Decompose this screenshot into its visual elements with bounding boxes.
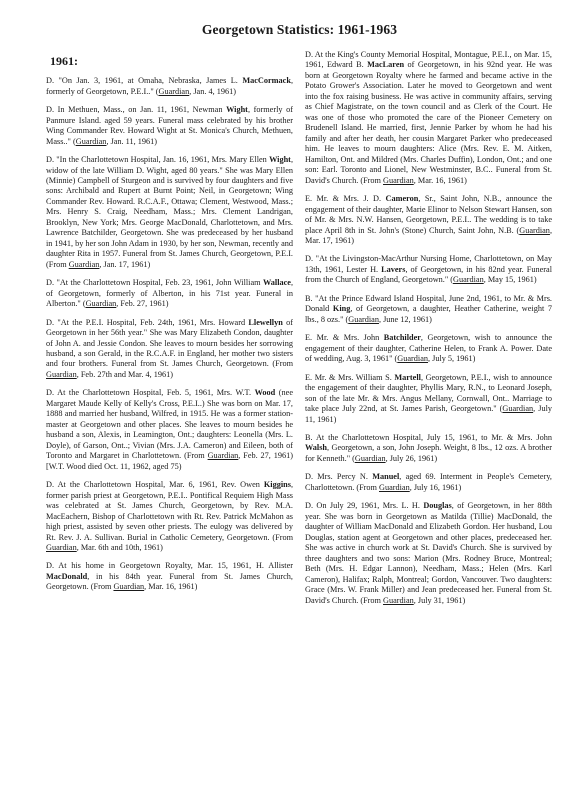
source-name: Guardian [397, 354, 428, 364]
entry-text: B. At the Charlottetown Hospital, July 15, 1961, to Mr. & Mrs. John [305, 433, 552, 442]
entry-text: , Jan. 17, 1961) [99, 259, 151, 269]
entry-text: , former parish priest at Georgetown, P.E.I.. Pontifical Requiem High Mass was celebrated at St. James Church, Georgetown, by Rev. M.A. MacEachern, Bishop of Charlottetown with Rt. Rev. Patrick McMahon as high priest, assisted by seven other priests. The eulogy was delivered by Rt. Rev. J. A. Sullivan. Burial in Catholic Cemetery, Georgetown. (From [46, 480, 293, 542]
record-entry [305, 194, 552, 246]
record-entry [46, 76, 293, 97]
entry-text: , Jan. 11, 1961) [106, 136, 158, 146]
surname: Wood [254, 388, 276, 398]
surname: Cameron [385, 194, 419, 204]
entry-text: D. On July 29, 1961, Mrs. L. H. [305, 501, 424, 511]
surname: Kiggins [263, 480, 291, 490]
entry-text: , Feb. 27th and Mar. 4, 1961) [76, 369, 173, 379]
entry-text: , July 5, 1961) [427, 354, 476, 364]
record-entry [305, 294, 552, 325]
page-title: Georgetown Statistics: 1961-1963 [201, 22, 398, 37]
surname: Wallace [262, 278, 291, 288]
entry-text: D. In Methuen, Mass., on Jan. 11, 1961, Newman [46, 105, 227, 115]
entry-text: D. "At the P.E.I. Hospital, Feb. 24th, 1961, Mrs. Howard [46, 317, 249, 327]
source-name: Guardian [453, 275, 484, 285]
surname: King [332, 304, 351, 314]
entry-text: D. At the King's County Memorial Hospital, Montague, P.E.I., on Mar. 15, 1961, Edward B. [305, 50, 552, 70]
entry-text: E. Mr. & Mrs. William S. [305, 372, 395, 382]
entry-text: , Georgetown, a son, John Joseph. Weight, 8 lbs., 12 ozs. A brother for Kenneth." ( [305, 443, 552, 463]
entry-text: , in his 84th year. Funeral from St. James Church, Georgetown. (From [46, 571, 293, 592]
entry-text: of Georgetown, in his 92nd year. He was born at Georgetown Royalty where he farmed and became active in the Potato Grower's Association. Later he moved to Georgetown and went into the fox raising business. He was active in community affairs, serving as Chief Magistrate, on the town council and as Clerk of the Court. He was one of those who promoted the care of the Pioneer Cemetery on Brudenell Island. He married, first, Jennie Parker by whom he had his family and after her death, her cousin Margaret Parker who predeceased him. He leaves to mourn daughters: Alice (Mrs. Rev. E. M. Aitken, Hamilton, Ont. and Mildred (Mrs. Charles Duffin), London, Ont.; and one son: Earl. Toronto and Lionel, New Westminster, B.C.. Funeral from St. David's Church. (From [305, 60, 552, 185]
entry-text: , July 26, 1961) [385, 453, 438, 463]
surname: Wight [269, 155, 291, 165]
record-entry [305, 472, 552, 493]
entry-text: , July 16, 1961) [409, 482, 462, 492]
surname: MacLaren [367, 60, 405, 70]
entry-text: D. At the Charlottetown Hospital, Feb. 5, 1961, Mrs. W.T. [46, 388, 255, 398]
entry-text: D. "At the Charlottetown Hospital, Feb. 23, 1961, John William [46, 278, 263, 288]
entry-text: E. Mr. & Mrs. J. D. [305, 194, 386, 204]
surname: Wight [226, 105, 248, 115]
source-name: Guardian [158, 86, 190, 96]
record-entry [305, 501, 552, 606]
entry-text: , July 31, 1961) [413, 595, 466, 605]
entry-text: , July 11, 1961) [305, 404, 552, 424]
source-name: Guardian [85, 299, 117, 309]
surname: Lavers [381, 264, 406, 274]
entry-text: , Mar. 6th and 10th, 1961) [76, 542, 163, 552]
entry-text: , Georgetown, wish to announce the engagement of their daughter, Catherine Helen, to Frank A. Power. Date of wedding, Aug. 3, 1961" ( [305, 333, 553, 364]
right-column [305, 50, 552, 614]
entry-text: E. Mr. & Mrs. John [305, 333, 384, 343]
entry-text: (nee Margaret Maude Kelly of Kelly's Cross, P.E.I..) She was born on Mar. 17, 1888 and married her husband, Wilfred, in 1915. He was a former station-master at Georgetown and other places. She leaves to mourn besides he husband a son, Alexis, in Leamington, Ont.; daughters: Leonella (Mrs. L. Doyle), of Garson, Ont..; Vivian (Mrs. J.A. Cameron) and Eileen, both of Toronto and Margaret in Charlottetown. (From [46, 388, 293, 461]
columns [46, 50, 553, 614]
surname: Douglas [423, 501, 452, 511]
source-name: Guardian [68, 259, 100, 269]
record-entry [46, 388, 293, 472]
record-entry [46, 561, 293, 592]
entry-text: , Sr., Saint John, N.B., announce the engagement of their daughter, Marie Elinor to Nelson Stewart Hansen, son of Mr. & Mrs. N.W. Hansen, Georgetown, P.E.I.. The wedding is to take place April 8th in St. John's (Stone) Church, Saint John, N.B. ( [305, 194, 552, 235]
entry-text: , of Georgetown, in his 82nd year. Funeral from the Church of England, Georgetown." ( [305, 264, 552, 285]
record-entry [305, 373, 552, 425]
surname: Batchilder [383, 333, 421, 343]
entry-text: , of Georgetown, a daughter, Heather Catherine, weight 7 lbs., 8 ozs." ( [305, 304, 552, 324]
entry-text: , Mar. 17, 1961) [305, 225, 552, 245]
left-column [46, 50, 293, 614]
entry-text: D. "In the Charlottetown Hospital, Jan. 16, 1961, Mrs. Mary Ellen [46, 155, 270, 165]
source-name: Guardian [113, 582, 145, 592]
surname: MacCormack [242, 76, 291, 86]
entry-text: D. At his home in Georgetown Royalty, Mar. 15, 1961, H. Allister [46, 561, 293, 571]
surname: MacDonald [46, 571, 88, 581]
entry-text: , Feb. 27, 1961) [116, 299, 169, 309]
entry-text: , Mar. 16, 1961) [413, 175, 467, 185]
record-entry [305, 254, 552, 285]
entry-text: D. At the Charlottetown Hospital, Mar. 6, 1961, Rev. Owen [46, 480, 264, 490]
record-entry [46, 105, 293, 147]
entry-text: D. "At the Livingston-MacArthur Nursing Home, Charlottetown, on May 13th, 1961, Lester H. [305, 254, 552, 274]
source-name: Guardian [46, 369, 77, 379]
entry-text: , June 12, 1961) [378, 314, 432, 324]
surname: Manuel [372, 472, 400, 482]
record-entry [305, 333, 552, 364]
surname: Walsh [305, 443, 328, 453]
source-name: Guardian [519, 225, 550, 235]
entry-text: B. "At the Prince Edward Island Hospital, June 2nd, 1961, to Mr. & Mrs. Donald [305, 293, 552, 314]
source-name: Guardian [46, 542, 77, 552]
entry-text: , formerly of Panmure Island. aged 59 years. Funeral mass celebrated by his brother Wing Commander Rev. Howard Wight at St. Monica's Church, Methuen, Mass.." ( [46, 105, 293, 146]
entry-text: , widow of the late William D. Wight, aged 80 years." She was Mary Ellen (Minnie) Campbell of Sturgeon and is survived by four daughters and five sons: Archibald and Rupert at Burnt Point; Neil, in Georgetown; Wing Commander Rev. Howard. R.C.A.F., Ottawa; Clement, Westwood, Mass.; Mrs. Henry S. Craig, Needham, Mass.; Mrs. Clement Landrigan, Brooklyn, New York; Mrs. George MacDonald, Charlottetown, and Mrs. Lawrence Batchilder, Georgetown. She was predeceased by her husband in 1941, by her son John Adam in 1930, by her son, Newman, recently and daughter Rita in 1957. Funeral from St. James Church, Georgetown, P.E.I. (From [46, 155, 294, 269]
entry-text: , aged 69. Interment in People's Cemetery, Charlottetown. (From [305, 472, 552, 492]
entry-text: , formerly of Georgetown, P.E.I.." ( [46, 76, 293, 96]
source-name: Guardian [75, 136, 107, 146]
year-heading: 1961: [50, 54, 78, 68]
surname: Martell [394, 372, 421, 382]
source-name: Guardian [502, 404, 534, 414]
entry-text: D. "On Jan. 3, 1961, at Omaha, Nebraska, James L. [46, 76, 243, 86]
source-name: Guardian [354, 453, 386, 463]
entry-text: , of Georgetown, in her 88th year. She was born in Georgetown as Matilda (Tillie) MacDonald, the daughter of William MacDonald and Elizabeth Gordon. Her husband, Lou Douglas, station agent at Georgetown and other places, predeceased her. She was active in church work at St. David's Church. She is survived by three daughters and two sons: Marion (Mrs. Rodney Bruce, Montreal; Beth (Mrs. H. Edgar Lannon), Needham, Mass.; Helen (Mrs. Karl Cameron), Halifax; Ralph, Montreal; Gordon, Vancouver. Two daughters: Grace (Mrs. W. Frank Miller) and Jean predeceased her. Funeral from St. David's Church. (From [305, 501, 552, 605]
entry-text: of Georgetown in her 56th year." She was Mary Elizabeth Condon, daughter of John A. and Jessie Condon. She leaves to mourn besides her sorrowing husband, a son Gerald, in the R.C.A.F. in England, her mother two sisters and four brothers. Funeral from St. James Church, Georgetown. (From [46, 317, 294, 369]
entry-text: , Mar. 16, 1961) [144, 582, 198, 592]
source-name: Guardian [383, 175, 414, 185]
record-entry [305, 50, 552, 186]
source-name: Guardian [379, 482, 410, 492]
entry-text: , May 15, 1961) [483, 275, 537, 285]
entry-text: , Georgetown, P.E.I., wish to announce the engagement of their daughter, Phyllis Mary, R.N., to Leonard Joseph, son of the late Mr. & Mrs. Angus Mellany, Cornwall, Ont.. Marriage to take place July 22nd, at St. James Parish, Georgetown." ( [305, 372, 552, 414]
record-entry [46, 278, 293, 309]
record-entry [305, 433, 552, 464]
record-entry [46, 155, 293, 270]
record-entry [46, 480, 293, 553]
surname: Llewellyn [248, 317, 283, 327]
entry-text: , of Georgetown, formerly of Alberton, in his 71st year. Funeral in Alberton." ( [46, 278, 293, 309]
source-name: Guardian [348, 314, 379, 324]
record-entry [46, 318, 293, 381]
entry-text: D. Mrs. Percy N. [305, 472, 373, 482]
source-name: Guardian [383, 595, 414, 605]
entry-text: , Feb. 27, 1961) [W.T. Wood died Oct. 11, 1962, aged 75) [46, 451, 293, 471]
source-name: Guardian [207, 451, 239, 461]
entry-text: , Jan. 4, 1961) [189, 86, 236, 96]
